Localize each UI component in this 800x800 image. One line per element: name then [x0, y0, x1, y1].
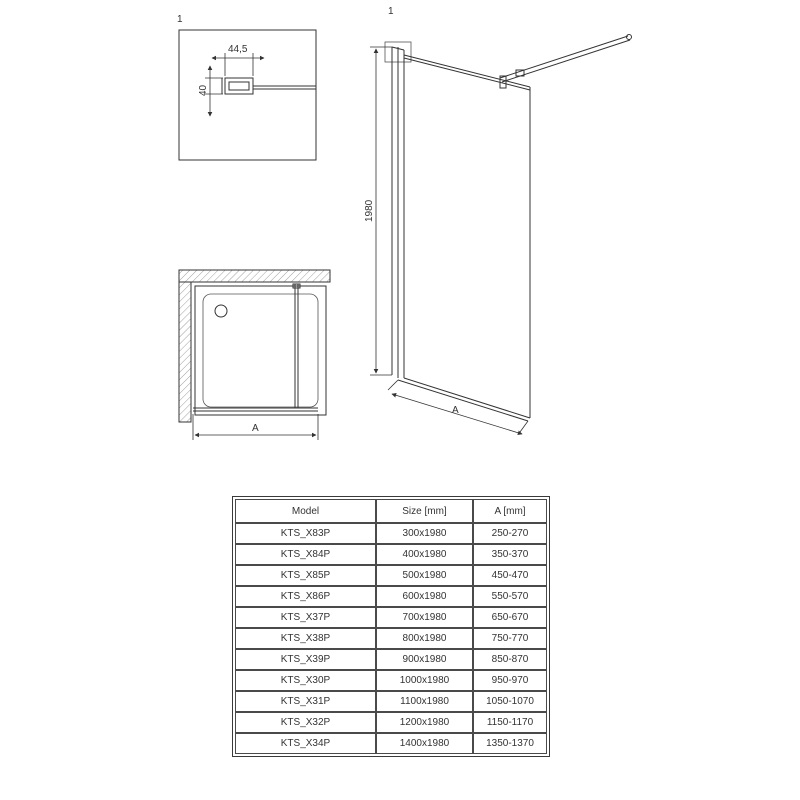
table-row [235, 712, 547, 733]
cell-model: KTS_X31P [235, 691, 376, 712]
table-row [235, 523, 547, 544]
cell-a: 1150-1170 [473, 712, 547, 733]
cell-size: 1100x1980 [376, 691, 473, 712]
table-row [235, 607, 547, 628]
cell-size: 700x1980 [376, 607, 473, 628]
cell-model: KTS_X37P [235, 607, 376, 628]
cell-a: 950-970 [473, 670, 547, 691]
front-callout-label: 1 [388, 6, 394, 17]
detail-view-1 [177, 14, 316, 160]
plan-width-label: A [252, 423, 259, 434]
cell-model: KTS_X85P [235, 565, 376, 586]
cell-model: KTS_X39P [235, 649, 376, 670]
front-width-label: A [452, 405, 459, 416]
tray-basin [203, 294, 318, 407]
dim-width-label: 44,5 [228, 44, 248, 55]
glass-panel [392, 35, 632, 422]
detail-callout-label: 1 [177, 14, 183, 25]
cell-a: 250-270 [473, 523, 547, 544]
cell-a: 750-770 [473, 628, 547, 649]
table-row [235, 565, 547, 586]
table-row [235, 733, 547, 754]
height-dim-label: 1980 [364, 199, 375, 222]
back-wall [179, 270, 330, 282]
wall-profile [222, 78, 316, 94]
plan-glass [193, 284, 318, 411]
cell-size: 1000x1980 [376, 670, 473, 691]
table-row [235, 628, 547, 649]
cell-model: KTS_X34P [235, 733, 376, 754]
cell-model: KTS_X86P [235, 586, 376, 607]
side-wall [179, 282, 191, 422]
cell-model: KTS_X83P [235, 523, 376, 544]
cell-a: 550-570 [473, 586, 547, 607]
plan-view [179, 270, 330, 440]
table-row [235, 691, 547, 712]
cell-a: 450-470 [473, 565, 547, 586]
cell-size: 400x1980 [376, 544, 473, 565]
cell-a: 1050-1070 [473, 691, 547, 712]
cell-size: 500x1980 [376, 565, 473, 586]
shower-tray [195, 286, 326, 415]
table-header-row [235, 499, 547, 523]
front-view [364, 6, 632, 434]
dim-height-label: 40 [198, 84, 209, 96]
cell-a: 1350-1370 [473, 733, 547, 754]
table-row [235, 670, 547, 691]
cell-model: KTS_X30P [235, 670, 376, 691]
table-row [235, 544, 547, 565]
cell-size: 300x1980 [376, 523, 473, 544]
drain-icon [215, 305, 227, 317]
cell-size: 800x1980 [376, 628, 473, 649]
cell-model: KTS_X32P [235, 712, 376, 733]
header-size: Size [mm] [376, 499, 473, 523]
cell-a: 850-870 [473, 649, 547, 670]
cell-model: KTS_X38P [235, 628, 376, 649]
header-a: A [mm] [473, 499, 547, 523]
cell-model: KTS_X84P [235, 544, 376, 565]
cell-size: 1400x1980 [376, 733, 473, 754]
table-row [235, 586, 547, 607]
cell-a: 650-670 [473, 607, 547, 628]
cell-size: 600x1980 [376, 586, 473, 607]
cell-size: 900x1980 [376, 649, 473, 670]
cell-size: 1200x1980 [376, 712, 473, 733]
cell-a: 350-370 [473, 544, 547, 565]
size-table [232, 496, 550, 757]
header-model: Model [235, 499, 376, 523]
table-row [235, 649, 547, 670]
